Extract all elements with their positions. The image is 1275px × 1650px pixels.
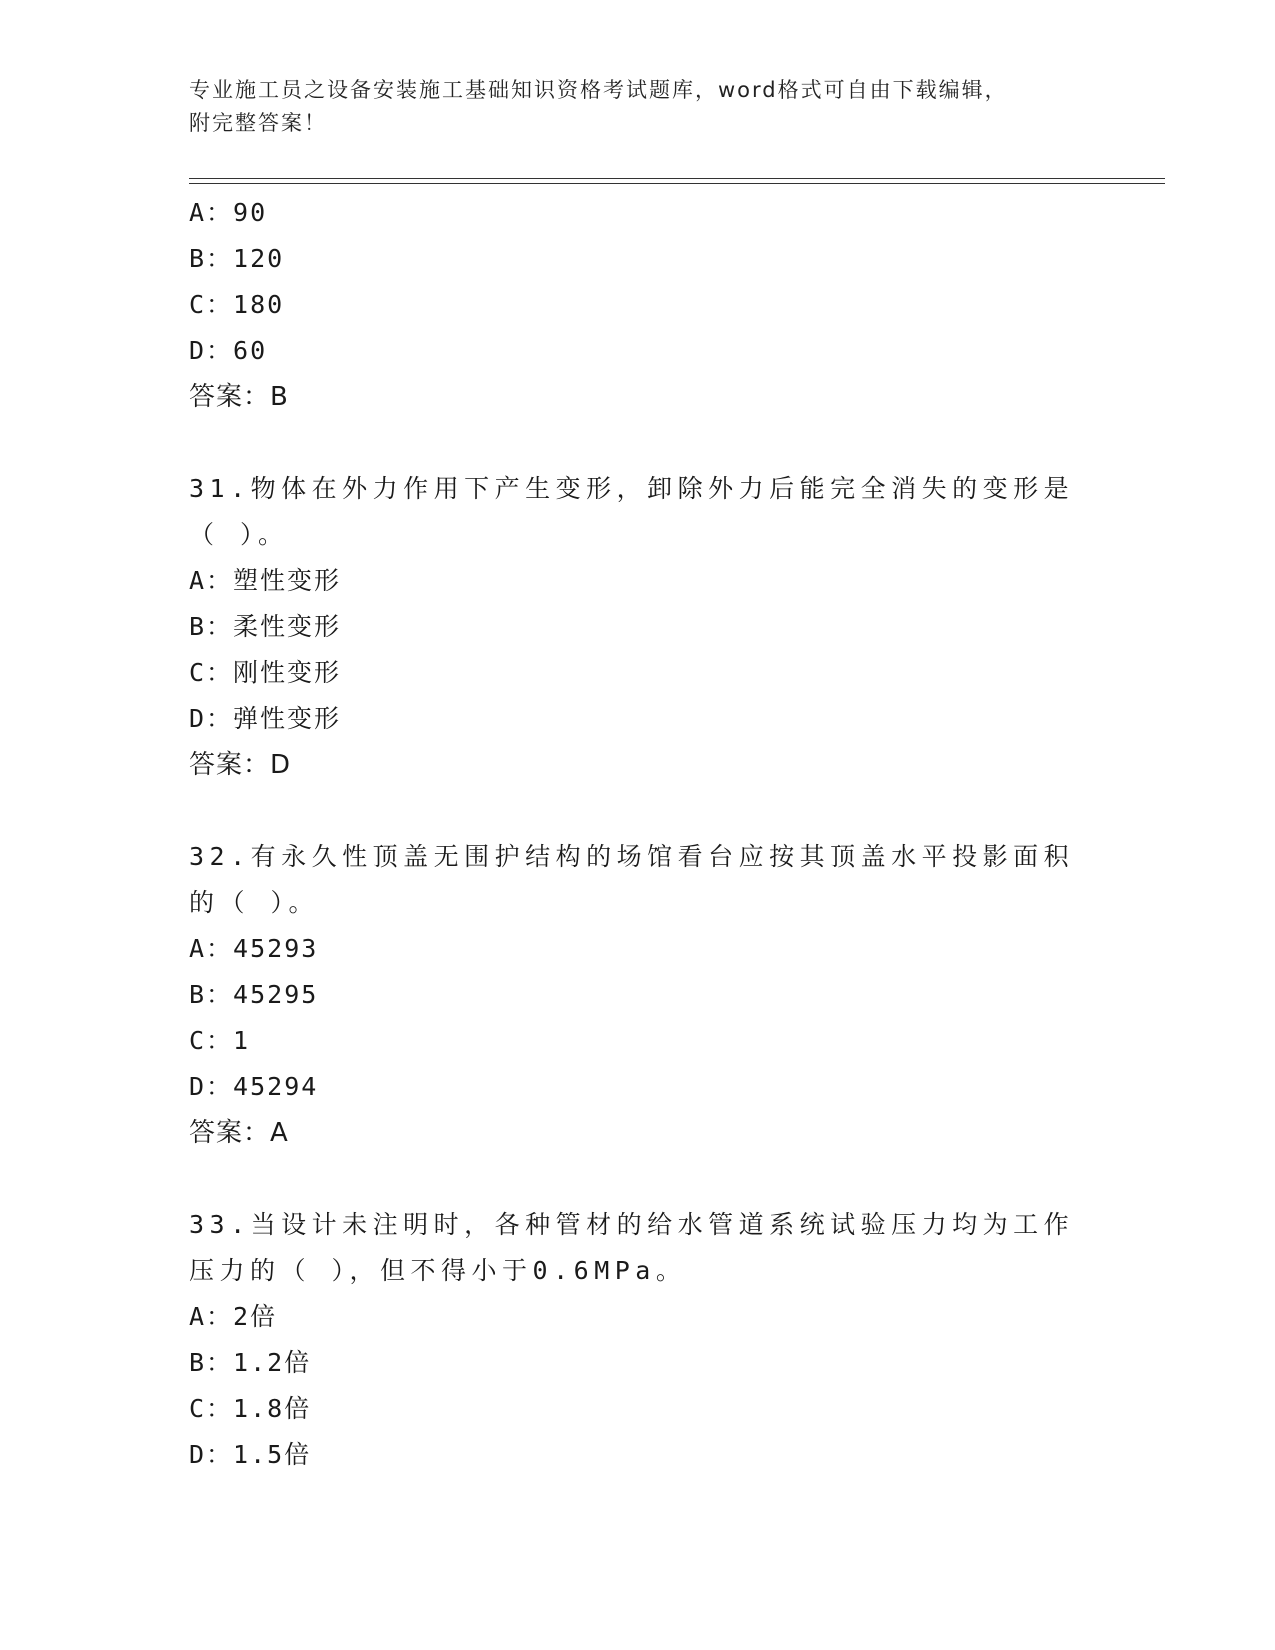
question-31 xyxy=(189,466,1089,788)
page-header xyxy=(189,74,1089,140)
question-text: 31.物体在外力作用下产生变形，卸除外力后能完全消失的变形是（ ）。 xyxy=(189,474,1075,549)
option-a: A：塑性变形 xyxy=(189,566,342,595)
option-b: B：1.2倍 xyxy=(189,1348,312,1377)
option-a: A：2倍 xyxy=(189,1302,278,1331)
option-b: B：45295 xyxy=(189,980,319,1009)
option-a: A：45293 xyxy=(189,934,319,963)
header-title-line2: 附完整答案！ xyxy=(189,111,327,135)
option-a: A：90 xyxy=(189,198,268,227)
answer-line: 答案：B xyxy=(189,382,289,412)
option-b: B：120 xyxy=(189,244,285,273)
option-d: D：60 xyxy=(189,336,268,365)
question-30 xyxy=(189,190,1089,420)
option-b: B：柔性变形 xyxy=(189,612,342,641)
question-33 xyxy=(189,1202,1089,1478)
answer-line: 答案：D xyxy=(189,750,292,780)
option-d: D：弹性变形 xyxy=(189,704,342,733)
question-text: 32.有永久性顶盖无围护结构的场馆看台应按其顶盖水平投影面积的（ ）。 xyxy=(189,842,1075,917)
option-c: C：1.8倍 xyxy=(189,1394,312,1423)
spacer xyxy=(189,1156,1089,1202)
option-c: C：1 xyxy=(189,1026,251,1055)
spacer xyxy=(189,788,1089,834)
question-32 xyxy=(189,834,1089,1156)
question-list xyxy=(189,190,1089,1478)
spacer xyxy=(189,420,1089,466)
option-c: C：刚性变形 xyxy=(189,658,342,687)
answer-line: 答案：A xyxy=(189,1118,289,1148)
header-title-line1: 专业施工员之设备安装施工基础知识资格考试题库，word格式可自由下载编辑， xyxy=(189,78,1008,102)
option-c: C：180 xyxy=(189,290,285,319)
option-d: D：1.5倍 xyxy=(189,1440,312,1469)
header-divider xyxy=(189,178,1165,184)
option-d: D：45294 xyxy=(189,1072,319,1101)
question-text: 33.当设计未注明时，各种管材的给水管道系统试验压力均为工作压力的（ ），但不得小于0.6MPa。 xyxy=(189,1210,1075,1285)
